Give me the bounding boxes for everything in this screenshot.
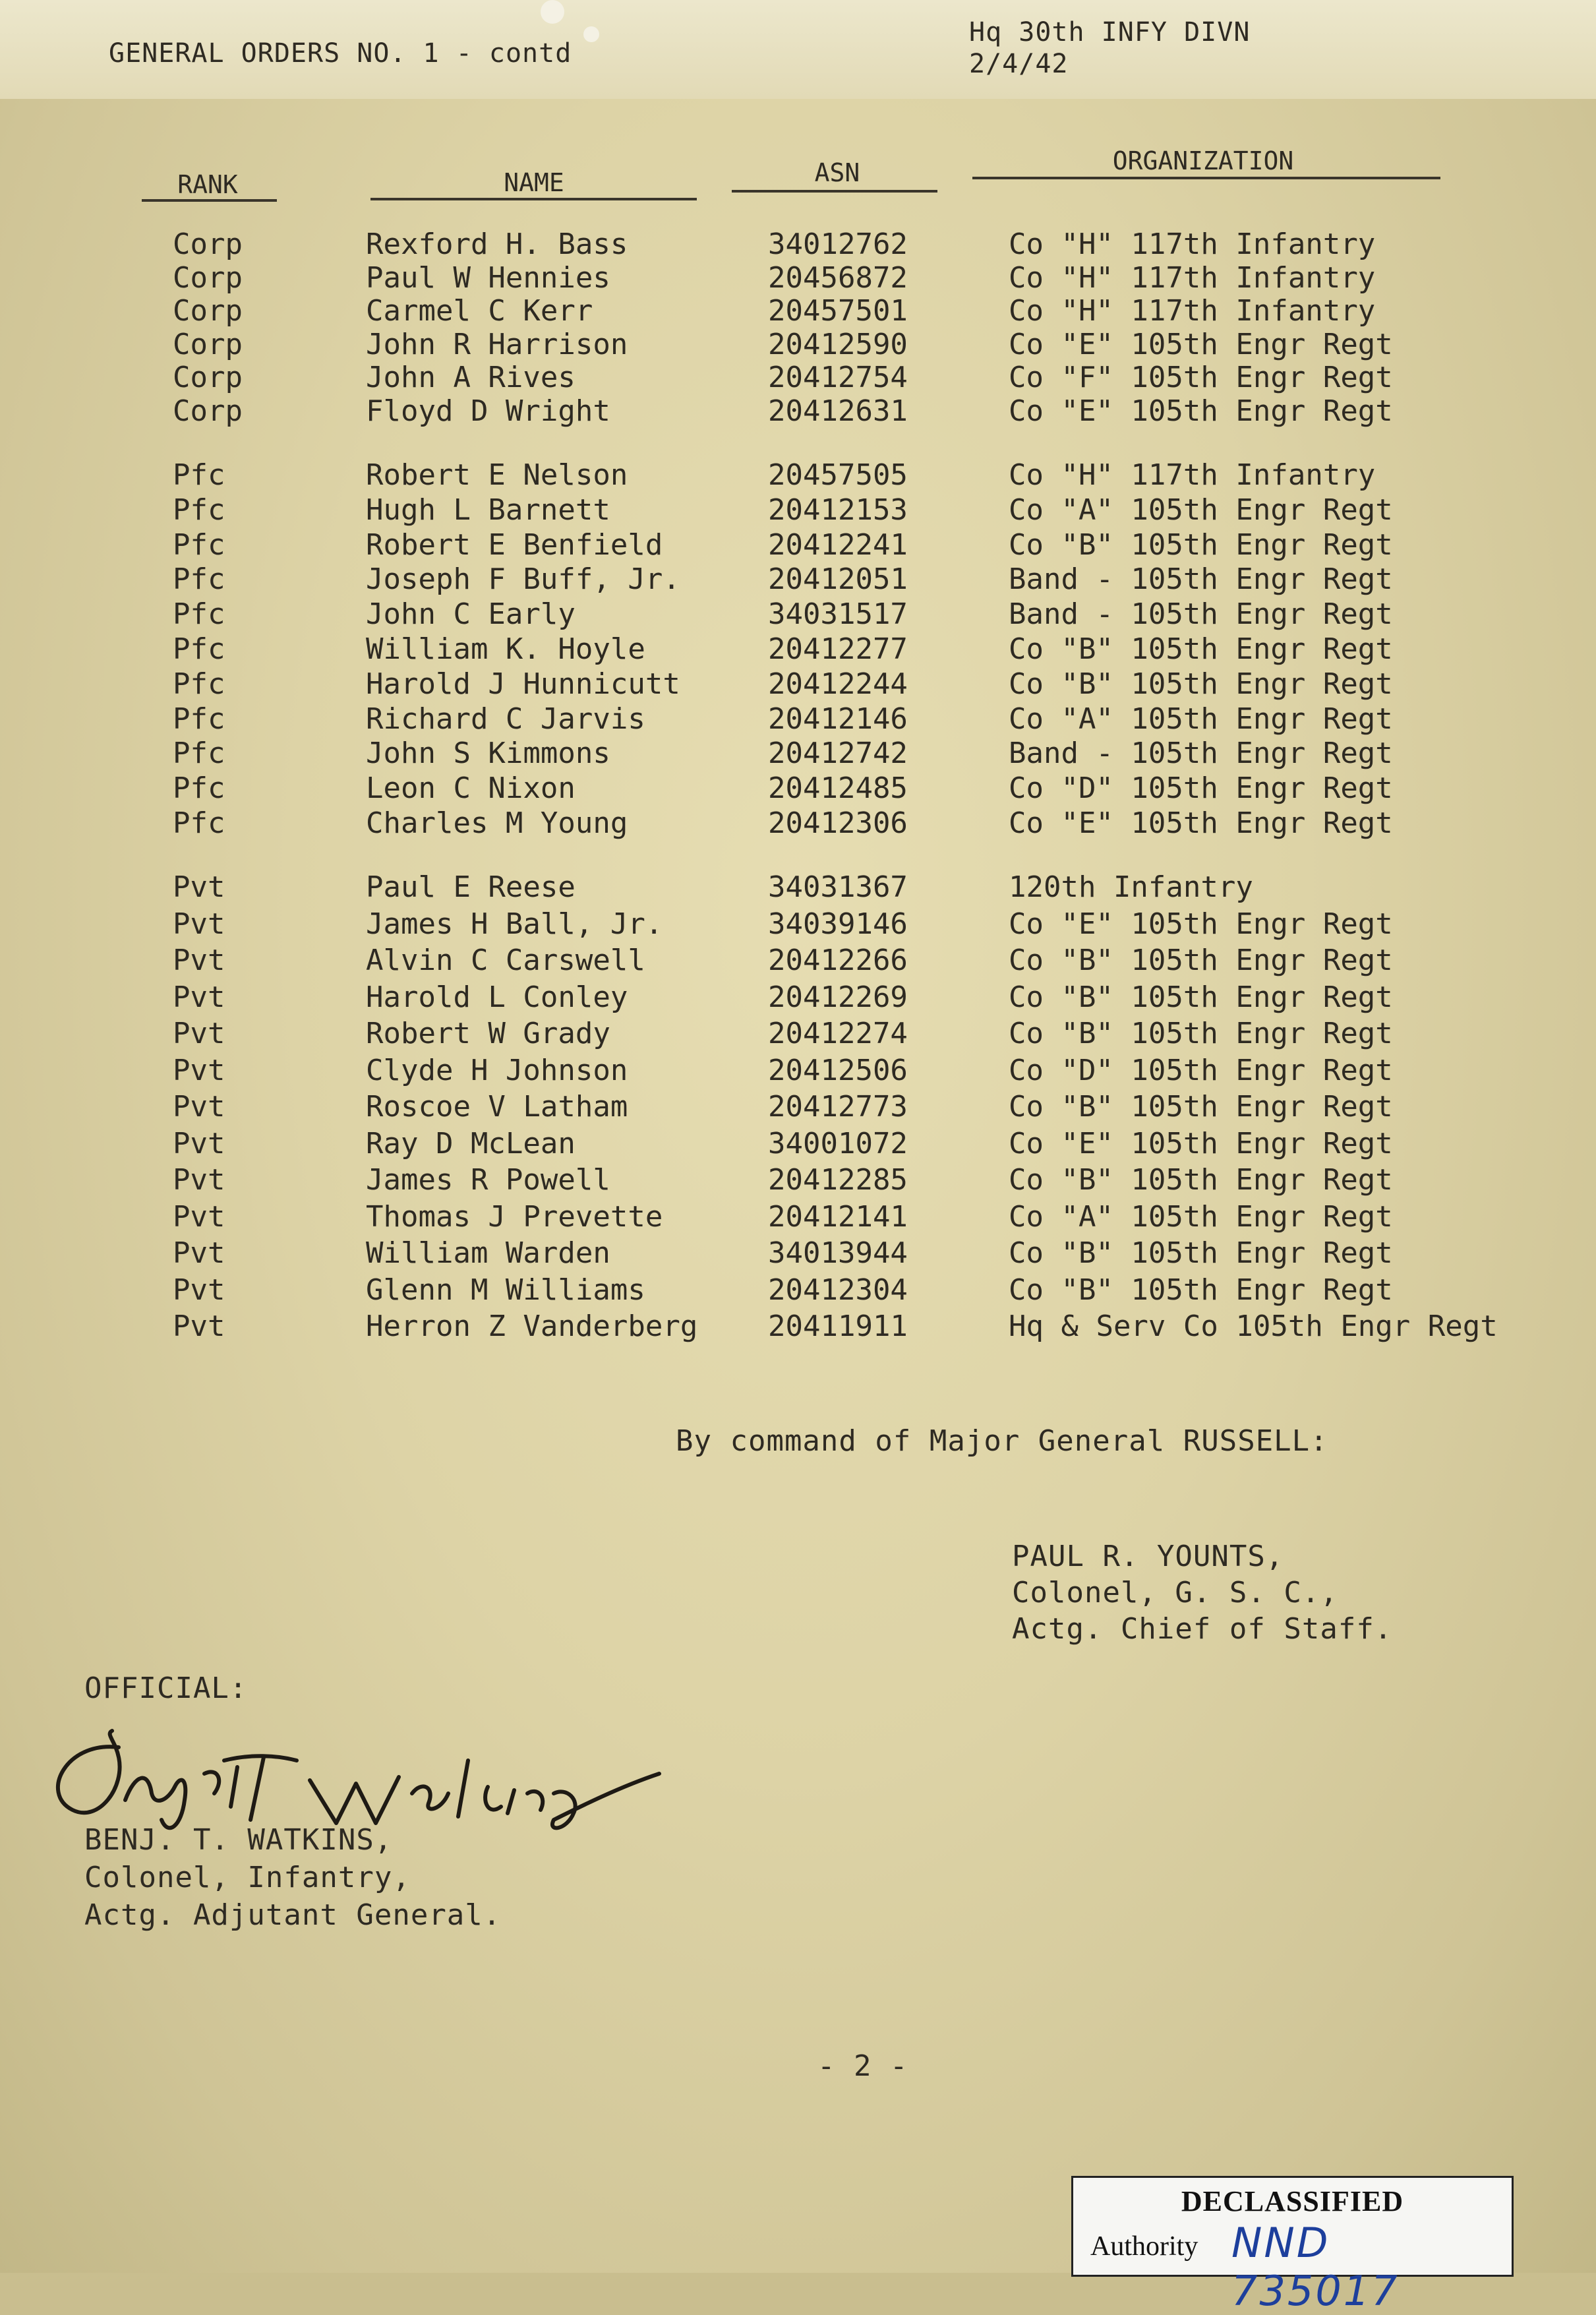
rank-cell: Pfc: [173, 667, 225, 701]
asn-cell: 34013944: [768, 1236, 908, 1270]
organization-cell: Co "E" 105th Engr Regt: [1009, 327, 1393, 361]
rank-cell: Pfc: [173, 737, 225, 771]
organization-cell: Band - 105th Engr Regt: [1009, 562, 1393, 597]
rank-cell: Pvt: [173, 907, 225, 941]
table-row: [0, 870, 1596, 906]
table-row: [0, 227, 1596, 263]
name-cell: Hugh L Barnett: [366, 493, 610, 527]
asn-cell: 20412274: [768, 1017, 908, 1050]
asn-cell: 20412241: [768, 527, 908, 562]
organization-cell: Co "B" 105th Engr Regt: [1009, 980, 1393, 1014]
order-date: 2/4/42: [969, 49, 1069, 79]
rank-cell: Corp: [173, 227, 243, 261]
asn-cell: 34031517: [768, 597, 908, 632]
table-row: [0, 1273, 1596, 1309]
organization-cell: Co "B" 105th Engr Regt: [1009, 1017, 1393, 1050]
name-cell: Roscoe V Latham: [366, 1090, 628, 1124]
col-header-rank: RANK: [177, 170, 238, 199]
asn-cell: 20412277: [768, 632, 908, 666]
table-row: [0, 737, 1596, 772]
organization-cell: Co "E" 105th Engr Regt: [1009, 394, 1393, 428]
header-underline: [732, 190, 937, 193]
asn-cell: 20456872: [768, 260, 908, 295]
organization-cell: Co "H" 117th Infantry: [1009, 260, 1376, 295]
table-row: [0, 702, 1596, 738]
name-cell: James R Powell: [366, 1163, 610, 1197]
rank-cell: Pfc: [173, 458, 225, 492]
organization-cell: Band - 105th Engr Regt: [1009, 737, 1393, 771]
name-cell: William K. Hoyle: [366, 632, 645, 666]
name-cell: Robert E Benfield: [366, 527, 663, 562]
rank-cell: Corp: [173, 361, 243, 394]
rank-cell: Pvt: [173, 1017, 225, 1050]
table-row: [0, 1090, 1596, 1126]
organization-cell: Co "A" 105th Engr Regt: [1009, 702, 1393, 736]
name-cell: John C Early: [366, 597, 576, 632]
organization-cell: Co "E" 105th Engr Regt: [1009, 907, 1393, 941]
asn-cell: 20457505: [768, 458, 908, 492]
asn-cell: 34039146: [768, 907, 908, 941]
organization-cell: Co "B" 105th Engr Regt: [1009, 667, 1393, 701]
table-row: [0, 907, 1596, 943]
asn-cell: 20412304: [768, 1273, 908, 1307]
asn-cell: 34012762: [768, 227, 908, 261]
asn-cell: 20412285: [768, 1163, 908, 1197]
name-cell: Thomas J Prevette: [366, 1199, 663, 1234]
name-cell: Robert E Nelson: [366, 458, 628, 492]
name-cell: John A Rives: [366, 361, 576, 394]
chief-of-staff-title: Actg. Chief of Staff.: [1012, 1612, 1393, 1646]
rank-cell: Pfc: [173, 527, 225, 562]
organization-cell: Co "D" 105th Engr Regt: [1009, 1053, 1393, 1087]
rank-cell: Pvt: [173, 1236, 225, 1270]
page-number: - 2 -: [817, 2049, 908, 2083]
rank-cell: Corp: [173, 294, 243, 328]
table-row: [0, 632, 1596, 668]
organization-cell: Co "B" 105th Engr Regt: [1009, 1236, 1393, 1270]
authority-label: Authority: [1090, 2231, 1198, 2262]
table-row: [0, 294, 1596, 330]
name-cell: Rexford H. Bass: [366, 227, 628, 261]
table-row: [0, 980, 1596, 1016]
table-row: [0, 328, 1596, 363]
header-underline: [370, 198, 697, 200]
name-cell: Herron Z Vanderberg: [366, 1309, 698, 1343]
rank-cell: Pfc: [173, 562, 225, 597]
rank-cell: Pvt: [173, 1273, 225, 1307]
table-row: [0, 562, 1596, 598]
rank-cell: Corp: [173, 327, 243, 361]
rank-cell: Pfc: [173, 771, 225, 806]
adjutant-name: BENJ. T. WATKINS,: [84, 1823, 393, 1857]
name-cell: Charles M Young: [366, 806, 628, 840]
organization-cell: Co "E" 105th Engr Regt: [1009, 806, 1393, 840]
header-underline: [972, 177, 1440, 179]
rank-cell: Pvt: [173, 944, 225, 977]
asn-cell: 20412754: [768, 361, 908, 394]
asn-cell: 20412306: [768, 806, 908, 840]
table-row: [0, 1163, 1596, 1199]
organization-cell: Co "B" 105th Engr Regt: [1009, 1163, 1393, 1197]
name-cell: Glenn M Williams: [366, 1273, 645, 1307]
organization-cell: Co "E" 105th Engr Regt: [1009, 1126, 1393, 1160]
asn-cell: 20457501: [768, 294, 908, 328]
asn-cell: 20412506: [768, 1053, 908, 1087]
organization-cell: Co "H" 117th Infantry: [1009, 458, 1376, 492]
organization-cell: Co "B" 105th Engr Regt: [1009, 527, 1393, 562]
adjutant-title: Actg. Adjutant General.: [84, 1898, 502, 1932]
adjutant-rank: Colonel, Infantry,: [84, 1861, 411, 1894]
unit-heading: Hq 30th INFY DIVN: [969, 17, 1251, 47]
rank-cell: Pvt: [173, 1199, 225, 1234]
organization-cell: Co "F" 105th Engr Regt: [1009, 361, 1393, 394]
rank-cell: Corp: [173, 394, 243, 428]
name-cell: Clyde H Johnson: [366, 1053, 628, 1087]
asn-cell: 20412266: [768, 944, 908, 977]
name-cell: Floyd D Wright: [366, 394, 610, 428]
name-cell: John R Harrison: [366, 327, 628, 361]
name-cell: Harold J Hunnicutt: [366, 667, 680, 701]
organization-cell: Co "B" 105th Engr Regt: [1009, 944, 1393, 977]
declassified-stamp: [1071, 2176, 1514, 2315]
table-row: [0, 597, 1596, 633]
name-cell: Joseph F Buff, Jr.: [366, 562, 680, 597]
table-row: [0, 1309, 1596, 1345]
asn-cell: 20412773: [768, 1090, 908, 1124]
table-row: [0, 667, 1596, 703]
name-cell: Richard C Jarvis: [366, 702, 645, 736]
name-cell: Ray D McLean: [366, 1126, 576, 1160]
asn-cell: 20412485: [768, 771, 908, 806]
punch-hole: [541, 0, 564, 24]
name-cell: Harold L Conley: [366, 980, 628, 1014]
organization-cell: Co "D" 105th Engr Regt: [1009, 771, 1393, 806]
chief-of-staff-rank: Colonel, G. S. C.,: [1012, 1576, 1338, 1609]
rank-cell: Pfc: [173, 702, 225, 736]
asn-cell: 20412631: [768, 394, 908, 428]
rank-cell: Pfc: [173, 806, 225, 840]
organization-cell: Co "A" 105th Engr Regt: [1009, 493, 1393, 527]
table-row: [0, 806, 1596, 842]
table-row: [0, 528, 1596, 564]
command-line: By command of Major General RUSSELL:: [676, 1424, 1328, 1458]
asn-cell: 20412051: [768, 562, 908, 597]
organization-cell: Co "A" 105th Engr Regt: [1009, 1199, 1393, 1234]
table-row: [0, 1236, 1596, 1272]
table-row: [0, 1127, 1596, 1162]
name-cell: Robert W Grady: [366, 1017, 610, 1050]
name-cell: Alvin C Carswell: [366, 944, 645, 977]
col-header-name: NAME: [504, 168, 564, 197]
asn-cell: 20412141: [768, 1199, 908, 1234]
organization-cell: Co "B" 105th Engr Regt: [1009, 1273, 1393, 1307]
rank-cell: Pfc: [173, 632, 225, 666]
rank-cell: Pvt: [173, 870, 225, 904]
name-cell: John S Kimmons: [366, 737, 610, 771]
rank-cell: Pvt: [173, 1163, 225, 1197]
rank-cell: Pfc: [173, 493, 225, 527]
organization-cell: Co "H" 117th Infantry: [1009, 294, 1376, 328]
rank-cell: Pfc: [173, 597, 225, 632]
col-header-organization: ORGANIZATION: [1112, 146, 1294, 175]
name-cell: Carmel C Kerr: [366, 294, 593, 328]
rank-cell: Pvt: [173, 1090, 225, 1124]
asn-cell: 20412590: [768, 327, 908, 361]
organization-cell: Co "B" 105th Engr Regt: [1009, 1090, 1393, 1124]
table-row: [0, 458, 1596, 494]
table-row: [0, 1200, 1596, 1236]
table-row: [0, 493, 1596, 529]
rank-cell: Pvt: [173, 980, 225, 1014]
organization-cell: Hq & Serv Co 105th Engr Regt: [1009, 1309, 1498, 1343]
asn-cell: 20411911: [768, 1309, 908, 1343]
asn-cell: 34001072: [768, 1126, 908, 1160]
name-cell: Paul E Reese: [366, 870, 576, 904]
asn-cell: 20412742: [768, 737, 908, 771]
organization-cell: Co "H" 117th Infantry: [1009, 227, 1376, 261]
asn-cell: 20412146: [768, 702, 908, 736]
table-row: [0, 261, 1596, 297]
table-row: [0, 1054, 1596, 1089]
punch-hole: [583, 26, 599, 42]
organization-cell: Co "B" 105th Engr Regt: [1009, 632, 1393, 666]
official-label: OFFICIAL:: [84, 1671, 248, 1705]
table-row: [0, 944, 1596, 979]
table-row: [0, 1017, 1596, 1052]
asn-cell: 20412153: [768, 493, 908, 527]
organization-cell: 120th Infantry: [1009, 870, 1253, 904]
chief-of-staff-name: PAUL R. YOUNTS,: [1012, 1540, 1284, 1573]
rank-cell: Pvt: [173, 1053, 225, 1087]
orders-heading: GENERAL ORDERS NO. 1 - contd: [109, 38, 572, 69]
organization-cell: Band - 105th Engr Regt: [1009, 597, 1393, 632]
table-row: [0, 771, 1596, 807]
table-row: [0, 394, 1596, 430]
name-cell: William Warden: [366, 1236, 610, 1270]
asn-cell: 20412244: [768, 667, 908, 701]
name-cell: Paul W Hennies: [366, 260, 610, 295]
table-row: [0, 361, 1596, 396]
rank-cell: Pvt: [173, 1309, 225, 1343]
rank-cell: Corp: [173, 260, 243, 295]
header-underline: [142, 199, 277, 202]
col-header-asn: ASN: [814, 158, 860, 187]
name-cell: Leon C Nixon: [366, 771, 576, 806]
asn-cell: 20412269: [768, 980, 908, 1014]
rank-cell: Pvt: [173, 1126, 225, 1160]
declassified-title: DECLASSIFIED: [1181, 2185, 1404, 2217]
authority-value: NND 735017: [1231, 2219, 1400, 2315]
name-cell: James H Ball, Jr.: [366, 907, 663, 941]
asn-cell: 34031367: [768, 870, 908, 904]
